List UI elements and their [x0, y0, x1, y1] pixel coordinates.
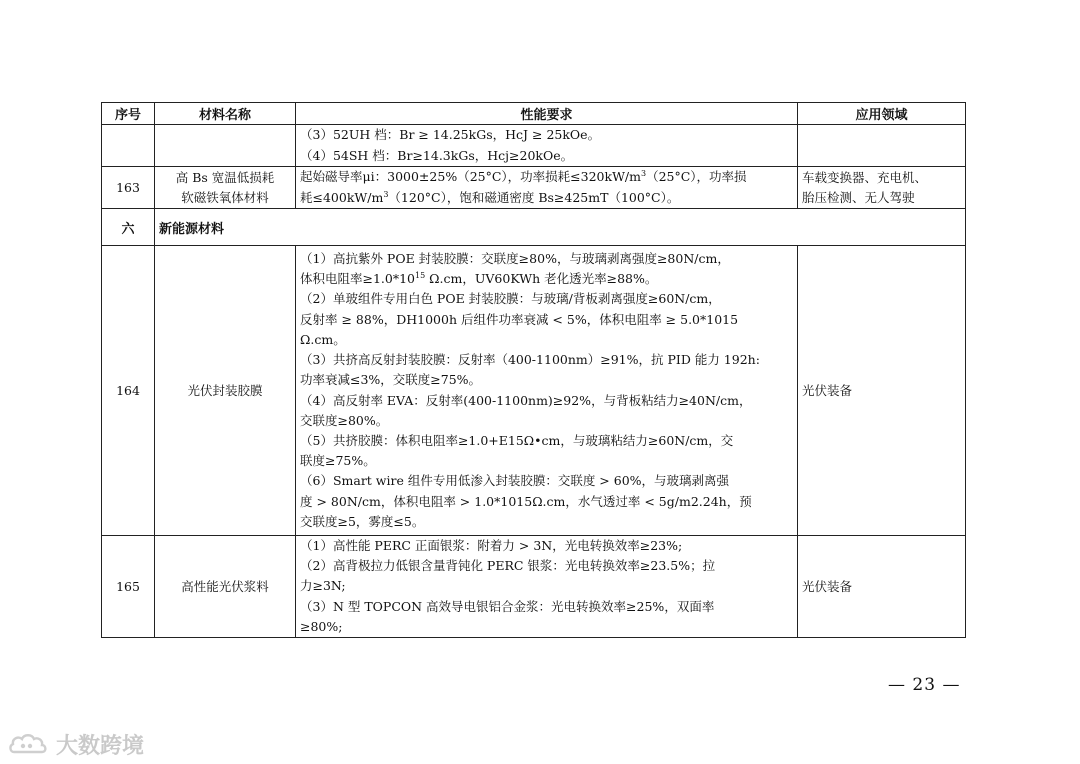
header-field: 应用领域	[798, 103, 966, 125]
continued-performance	[296, 125, 798, 167]
watermark	[8, 729, 144, 759]
header-performance: 性能要求	[296, 103, 798, 125]
section-number: 六	[102, 209, 155, 246]
application-field: 光伏装备	[798, 536, 966, 638]
material-name: 高 Bs 宽温低损耗 软磁铁氧体材料	[155, 167, 296, 209]
row-number: 164	[102, 246, 155, 536]
performance-requirements: （1）高抗紫外 POE 封装胶膜：交联度≥80%，与玻璃剥离强度≥80N/cm， 体积电阻率$\ge 1.0*10^{15}$ Ω.cm，UV60KWh 老化透光率≥88%。 （2）单玻组件专用白色 POE 封装胶膜：与玻璃/背板剥离强度≥60N/cm， 反射率 ≥ 88%，DH1000h 后组件功率衰减 < 5%，体积电阻率 ≥ 5.0*1015 Ω.cm。 （3）共挤高反射封装胶膜：反射率（400-1100nm）≥91%，抗 PID 能力 192h: 功率衰减≤3%，交联度≥75%。 （4）高反射率 EVA：反射率(400-1100nm)≥92%，与背板粘结力≥40N/cm， 交联度≥80%。 （5）共挤胶膜：体积电阻率≥1.0+E15Ω•cm，与玻璃粘结力≥60N/cm，交 联度≥75%。 （6）Smart wire 组件专用低渗入封装胶膜：交联度 > 60%，与玻璃剥离强 度 > 80N/cm，体积电阻率 > 1.0*1015Ω.cm，水气透过率 < 5g/m2.24h，预 交联度≥5，雾度≤5。	[296, 246, 798, 536]
table-row-continued	[102, 125, 966, 167]
application-field: 车载变换器、充电机、 胎压检测、无人驾驶	[798, 167, 966, 209]
material-name: 光伏封装胶膜	[155, 246, 296, 536]
table-row-165	[102, 536, 966, 638]
row-number: 163	[102, 167, 155, 209]
header-number: 序号	[102, 103, 155, 125]
section-row-six	[102, 209, 966, 246]
perf-line: （3）52UH 档：Br ≥ 14.25kGs，HcJ ≥ 25kOe。	[300, 127, 601, 143]
row-number: 165	[102, 536, 155, 638]
header-material: 材料名称	[155, 103, 296, 125]
watermark-text: 大数跨境	[56, 733, 145, 759]
perf-line: （4）54SH 档：Br≥14.3kGs，Hcj≥20kOe。	[300, 147, 574, 163]
page-number: — 23 —	[888, 675, 961, 695]
performance-requirements: （1）高性能 PERC 正面银浆：附着力 > 3N，光电转换效率≥23%; （2）高背极拉力低银含量背钝化 PERC 银浆：光电转换效率≥23.5%；拉 力≥3N; （3）N 型 TOPCON 高效导电银铝合金浆：光电转换效率≥25%，双面率 ≥80%;	[296, 536, 798, 638]
requirements-table	[101, 102, 966, 638]
performance-requirements: 起始磁导率μi：3000±25%（25°C），功率损耗$\le 320kW/m^3(25^\circ C)$，功率损 耗$\le 400kW/m^3(120^\circ C)$，饱和磁通密度 Bs≥425mT（100°C）。	[296, 167, 798, 209]
table-header-row	[102, 103, 966, 125]
material-name: 高性能光伏浆料	[155, 536, 296, 638]
table-row-163	[102, 167, 966, 209]
application-field: 光伏装备	[798, 246, 966, 536]
table-row-164	[102, 246, 966, 536]
section-title: 新能源材料	[155, 209, 966, 246]
cloud-logo-icon	[8, 730, 52, 758]
